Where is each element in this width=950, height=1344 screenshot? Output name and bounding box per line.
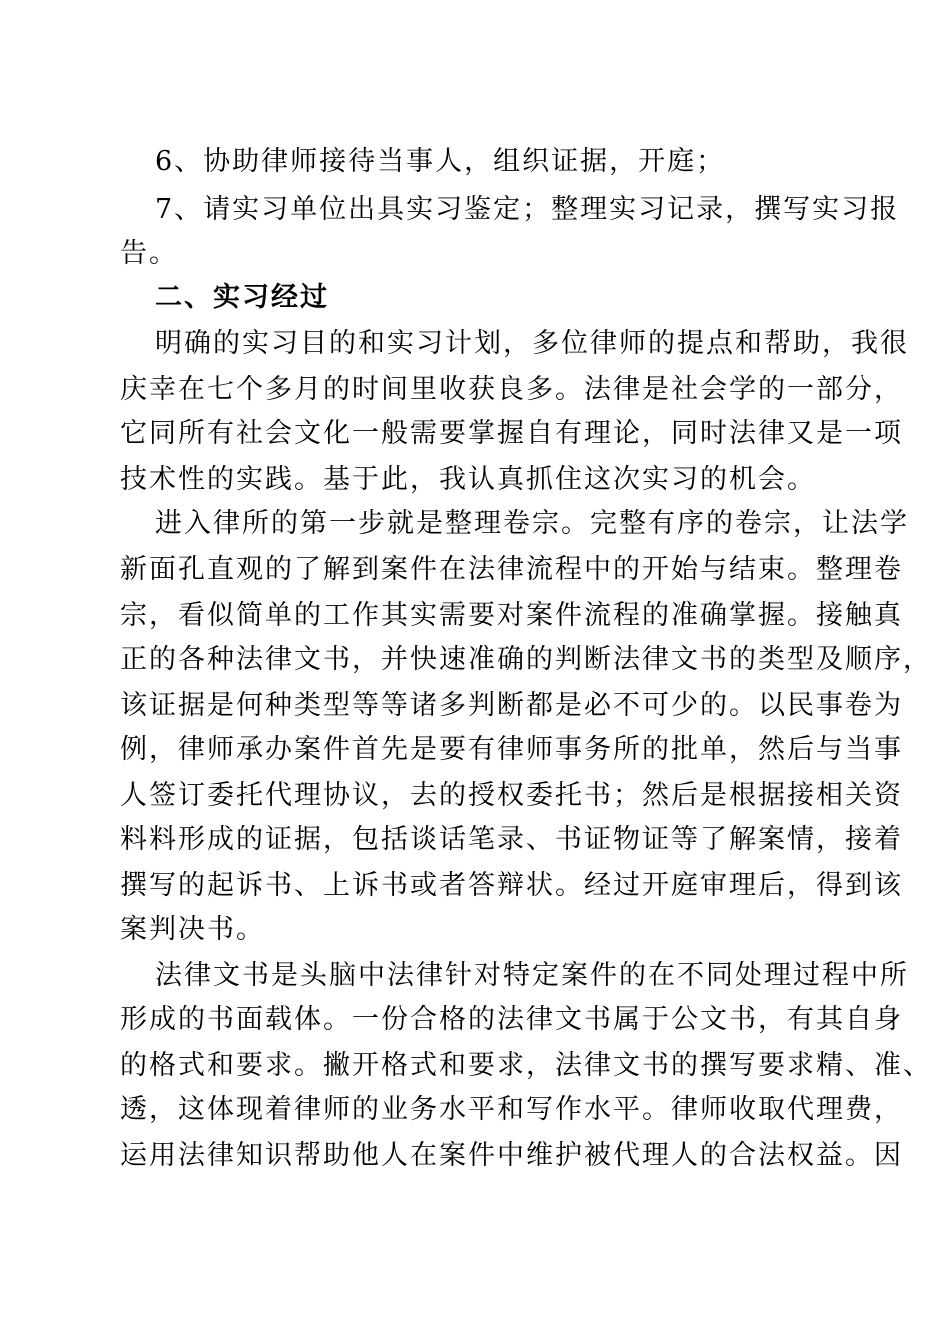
paragraph-3-line: 法律文书是头脑中法律针对特定案件的在不同处理过程中所 bbox=[155, 960, 909, 991]
paragraph-2-line: 料料形成的证据，包括谈话笔录、书证物证等了解案情，接着 bbox=[120, 824, 903, 855]
paragraph-2-line: 例，律师承办案件首先是要有律师事务所的批单，然后与当事 bbox=[120, 734, 903, 765]
paragraph-3-line: 运用法律知识帮助他人在案件中维护被代理人的合法权益。因 bbox=[120, 1140, 903, 1171]
list-item-6: 6、协助律师接待当事人，组织证据，开庭； bbox=[155, 146, 726, 177]
paragraph-2-line: 新面孔直观的了解到案件在法律流程中的开始与结束。整理卷 bbox=[120, 554, 903, 585]
paragraph-2-line: 正的各种法律文书，并快速准确的判断法律文书的类型及顺序， bbox=[120, 644, 932, 675]
paragraph-3-line: 形成的书面载体。一份合格的法律文书属于公文书，有其自身 bbox=[120, 1004, 903, 1035]
paragraph-1-line: 庆幸在七个多月的时间里收获良多。法律是社会学的一部分， bbox=[120, 374, 903, 405]
list-item-7: 7、请实习单位出具实习鉴定；整理实习记录，撰写实习报 bbox=[155, 194, 900, 225]
paragraph-2-line: 进入律所的第一步就是整理卷宗。完整有序的卷宗，让法学 bbox=[155, 508, 909, 539]
paragraph-1-line: 它同所有社会文化一般需要掌握自有理论，同时法律又是一项 bbox=[120, 418, 903, 449]
paragraph-2-line: 撰写的起诉书、上诉书或者答辩状。经过开庭审理后，得到该 bbox=[120, 870, 903, 901]
paragraph-3-line: 透，这体现着律师的业务水平和写作水平。律师收取代理费， bbox=[120, 1094, 903, 1125]
list-item-7-continuation: 告。 bbox=[120, 238, 178, 269]
paragraph-1-line: 技术性的实践。基于此，我认真抓住这次实习的机会。 bbox=[120, 464, 816, 495]
paragraph-2-line: 案判决书。 bbox=[120, 914, 265, 945]
paragraph-2-line: 该证据是何种类型等等诸多判断都是必不可少的。以民事卷为 bbox=[120, 690, 903, 721]
paragraph-2-line: 宗，看似简单的工作其实需要对案件流程的准确掌握。接触真 bbox=[120, 600, 903, 631]
paragraph-3-line: 的格式和要求。撇开格式和要求，法律文书的撰写要求精、准、 bbox=[120, 1050, 932, 1081]
paragraph-1-line: 明确的实习目的和实习计划，多位律师的提点和帮助，我很 bbox=[155, 328, 909, 359]
section-heading: 二、实习经过 bbox=[155, 282, 329, 313]
paragraph-2-line: 人签订委托代理协议，去的授权委托书；然后是根据接相关资 bbox=[120, 780, 903, 811]
